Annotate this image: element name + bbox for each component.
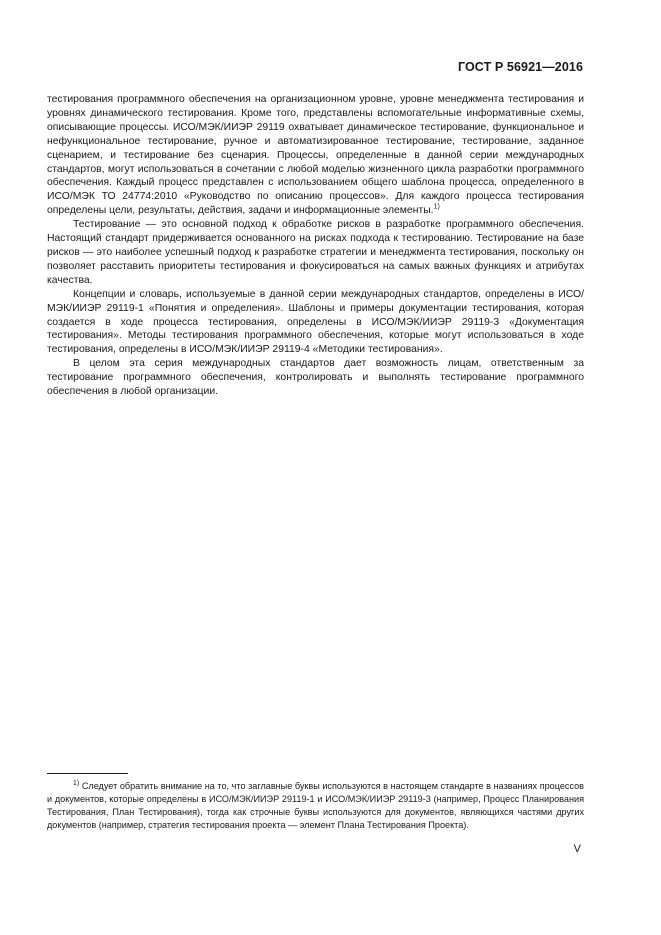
document-header <box>458 60 583 74</box>
page-number: V <box>573 843 581 855</box>
footnote-text: Следует обратить внимание на то, что заглавные буквы используются в настоящем стандарте в названиях процессов и документов, которые определены в ИСО/МЭК/ИИЭР 29119-1 и ИСО/МЭК/ИИЭР 29119-3 (например, Процесс Планирования Тестирования, План Тестирования), тогда как строчные буквы используются для документов, являющихся частями других документов (например, стратегия тестирования проекта — элемент Плана Тестирования Проекта). <box>47 781 584 831</box>
footnote-marker: 1) <box>73 779 80 787</box>
paragraph-3: Концепции и словарь, используемые в данной серии международных стандартов, определены в ИСО/МЭК/ИИЭР 29119-1 «Понятия и определения». Шаблоны и примеры документации тестирования, которая создается в ходе процесса тестирования, определены в ИСО/МЭК/ИИЭР 29119-3 «Документация тестирования». Методы тестирования программного обеспечения, которые могут использоваться в ходе тестирования, определены в ИСО/МЭК/ИИЭР 29119-4 «Методики тестирования». <box>47 288 584 356</box>
paragraph-2: Тестирование — это основной подход к обработке рисков в разработке программного обеспечения. Настоящий стандарт придерживается основанного на рисках подхода к тестированию. Тестирование на базе рисков — это наиболее успешный подход к разработке стратегии и менеджмента тестирования, поскольку он позволяет расставить приоритеты тестирования и фокусироваться на самых важных функциях и атрибутах качества. <box>47 219 584 286</box>
paragraph-4: В целом эта серия международных стандартов дает возможность лицам, ответственным за тестирование программного обеспечения, контролировать и выполнять тестирование программного обеспечения в любой организации. <box>47 358 584 398</box>
footnote-reference: 1) <box>433 203 440 211</box>
footnote <box>47 780 584 832</box>
footnote-divider <box>47 773 128 774</box>
paragraph-1-text: тестирования программного обеспечения на организационном уровне, уровне менеджмента тестирования и уровнях динамического тестирования. Кроме того, представлены вспомогательные информативные схемы, описывающие процессы. ИСО/МЭК/ИИЭР 29119 охватывает динамическое тестирование, функциональное и нефункциональное тестирование, ручное и автоматизированное тестирование, тестирование, заданное сценарием, и тестирование без сценария. Процессы, определенные в данной серии международных стандартов, могут использоваться в сочетании с любой моделью жизненного цикла разработки программного обеспечения. Каждый процесс представлен с использованием общего шаблона процесса, определенного в ИСО/МЭК ТО 24774:2010 «Руководство по описанию процессов». Для каждого процесса тестирования определены цели, результаты, действия, задачи и информационные элементы. <box>47 94 584 217</box>
standard-code: ГОСТ Р 56921—2016 <box>457 60 583 74</box>
paragraph-1 <box>47 93 584 218</box>
body-text <box>47 93 584 399</box>
